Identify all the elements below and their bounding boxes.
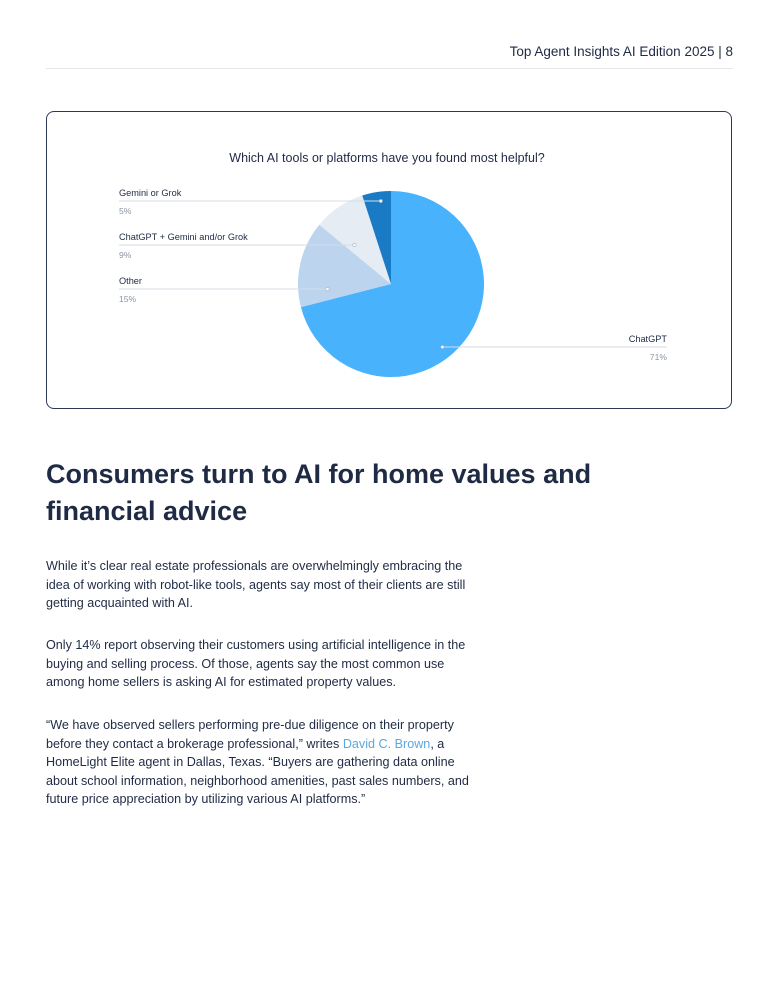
chart-card [46, 111, 732, 409]
header-title: Top Agent Insights AI Edition 2025 | 8 [509, 44, 733, 59]
paragraph-3 [46, 716, 486, 809]
slice-label: Other [119, 276, 142, 286]
slice-value-label: 15% [119, 294, 137, 304]
pie-chart [47, 112, 733, 410]
paragraph-3-text-before: “We have observed sellers performing pre-due diligence on their property before they contact a brokerage professional,” writes [46, 718, 454, 751]
chart-title: Which AI tools or platforms have you found most helpful? [229, 151, 545, 165]
paragraph-1: While it’s clear real estate professionals are overwhelmingly embracing the idea of working with robot-like tools, agents say most of their clients are still getting acquainted with AI. [46, 559, 466, 610]
david-brown-link[interactable]: David C. Brown [342, 736, 431, 751]
slice-value-label: 9% [119, 250, 132, 260]
leader-dot [441, 345, 444, 348]
leader-dot [326, 287, 329, 290]
slice-value-label: 71% [649, 352, 667, 362]
slice-label: ChatGPT + Gemini and/or Grok [119, 232, 248, 242]
slice-value-label: 5% [119, 206, 132, 216]
leader-dot [353, 243, 356, 246]
page-header [46, 36, 733, 69]
paragraph-3-text-after: , a HomeLight Elite agent in Dallas, Texas. “Buyers are gathering data online about school information, neighborhood amenities, past sales numbers, and future price appreciation by utilizing various AI platforms.” [46, 736, 469, 806]
section-heading: Consumers turn to AI for home values and financial advice [46, 459, 592, 526]
paragraph-2: Only 14% report observing their customers using artificial intelligence in the buying and selling process. Of those, agents say the most common use among home sellers is asking AI for estimated property values. [46, 638, 466, 689]
slice-label: ChatGPT [628, 334, 667, 344]
leader-dot [379, 199, 382, 202]
slice-label: Gemini or Grok [119, 188, 182, 198]
pie-slices [298, 191, 484, 377]
